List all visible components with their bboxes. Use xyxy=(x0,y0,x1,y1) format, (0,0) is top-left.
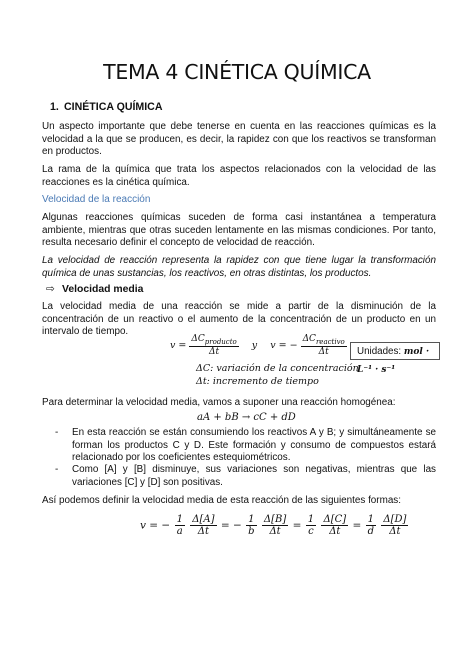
document-title: TEMA 4 CINÉTICA QUÍMICA xyxy=(103,60,371,84)
coef-num-a: 1 xyxy=(176,514,183,525)
units-box xyxy=(350,342,440,375)
section-heading-text: CINÉTICA QUÍMICA xyxy=(64,101,163,113)
bullet-text-1: En esta reacción se están consumiendo los reactivos A y B; y simultáneamente se forman los productos C y D. Este formación y consumo de compuestos estará relacionado por los coeficientes estequiométricos. xyxy=(72,427,436,464)
coef-den-a: a xyxy=(176,526,183,537)
paragraph-intro: Un aspecto importante que debe tenerse en cuenta en las reacciones químicas es la velocidad a la que se producen, es decir, la rapidez con que los reactivos se transforman en productos. xyxy=(42,121,436,158)
coef-fraction-b xyxy=(246,514,256,537)
paragraph-velocidad-media: La velocidad media de una reacción se mide a partir de la disminución de la concentración de un reactivo o el aumento de la concentración de un producto en un intervalo de tiempo. xyxy=(42,301,436,338)
term-sign-b: = − xyxy=(220,519,242,532)
formula-v-label-2: v = − xyxy=(270,339,298,351)
paragraph-formas: Así podemos definir la velocidad media de esta reacción de las siguientes formas: xyxy=(42,495,401,506)
formula-velocidad-reaccion xyxy=(140,514,409,537)
subheading-velocidad-reaccion: Velocidad de la reacción xyxy=(42,194,151,205)
fraction-denominator: Δt xyxy=(209,346,220,357)
units-label: Unidades: xyxy=(357,346,402,357)
paragraph-reaccion-homogenea: Para determinar la velocidad media, vamos a suponer una reacción homogénea: xyxy=(42,397,396,408)
delta-num-a: Δ[A] xyxy=(192,514,215,525)
delta-fraction-b xyxy=(262,514,288,537)
paragraph-reacciones: Algunas reacciones químicas suceden de forma casi instantánea a temperatura ambiente, mientras que otras suceden lentamente en las mismas condiciones. Por tanto, resulta necesario definir el concepto de velocidad de reacción. xyxy=(42,212,436,249)
delta-fraction-d xyxy=(381,514,408,537)
coef-den-d: d xyxy=(367,526,375,537)
delta-den-a: Δt xyxy=(197,526,210,537)
formula-velocidad-media xyxy=(170,334,347,357)
delta-num-c: Δ[C] xyxy=(323,514,347,525)
coef-num-c: 1 xyxy=(307,514,315,525)
delta-den-c: Δt xyxy=(329,526,341,537)
coef-num-b: 1 xyxy=(248,514,255,525)
term-sign-d: = xyxy=(352,519,362,532)
bullet-dash-1: - xyxy=(55,427,59,438)
coef-fraction-a xyxy=(175,514,185,537)
term-sign-a: − xyxy=(161,519,171,532)
paragraph-cinetica-definition: La rama de la química que trata los aspectos relacionados con la velocidad de las reacciones es la cinética química. xyxy=(42,164,436,188)
final-v-label: v = xyxy=(140,519,159,532)
fraction-subscript-2: reactivo xyxy=(315,337,345,346)
term-sign-c: = xyxy=(292,519,302,532)
fraction-producto xyxy=(189,334,238,357)
section-heading-text-2: Velocidad media xyxy=(62,284,144,295)
paragraph-definition-italic: La velocidad de reacción representa la rapidez con que tiene lugar la transformación química de unas sustancias, los reactivos, en otras distintas, los productos. xyxy=(42,255,436,279)
section-heading-cinetica xyxy=(50,101,162,113)
fraction-subscript: producto xyxy=(204,337,237,346)
coef-den-c: c xyxy=(308,526,314,537)
delta-num-d: Δ[D] xyxy=(383,514,407,525)
legend-delta-t: Δt: incremento de tiempo xyxy=(196,376,319,387)
reaction-equation: aA + bB → cC + dD xyxy=(197,412,296,423)
legend-delta-c: ΔC: variación de la concentración xyxy=(196,363,359,374)
coef-fraction-c xyxy=(306,514,316,537)
formula-v-label: v = xyxy=(170,339,187,351)
units-value: mol · L⁻¹ · s⁻¹ xyxy=(357,347,430,375)
coef-fraction-d xyxy=(366,514,376,537)
coef-num-d: 1 xyxy=(367,514,375,525)
section-number: 1. xyxy=(50,101,59,113)
delta-num-b: Δ[B] xyxy=(263,514,287,525)
delta-fraction-a xyxy=(190,514,216,537)
coef-den-b: b xyxy=(248,526,255,537)
fraction-numerator: ΔC xyxy=(191,334,205,344)
delta-fraction-c xyxy=(321,514,348,537)
delta-den-b: Δt xyxy=(269,526,281,537)
bullet-text-2: Como [A] y [B] disminuye, sus variaciones son negativas, mientras que las variaciones [C] y [D] son positivas. xyxy=(72,464,436,488)
fraction-denominator-2: Δt xyxy=(318,346,329,357)
delta-den-d: Δt xyxy=(389,526,401,537)
fraction-reactivo xyxy=(301,334,347,357)
bullet-dash-2: - xyxy=(55,464,59,475)
formula-connector: y xyxy=(251,339,258,351)
section-heading-velocidad-media xyxy=(46,283,143,295)
fraction-numerator-2: ΔC xyxy=(302,334,316,344)
arrow-icon: ⇨ xyxy=(46,284,55,295)
